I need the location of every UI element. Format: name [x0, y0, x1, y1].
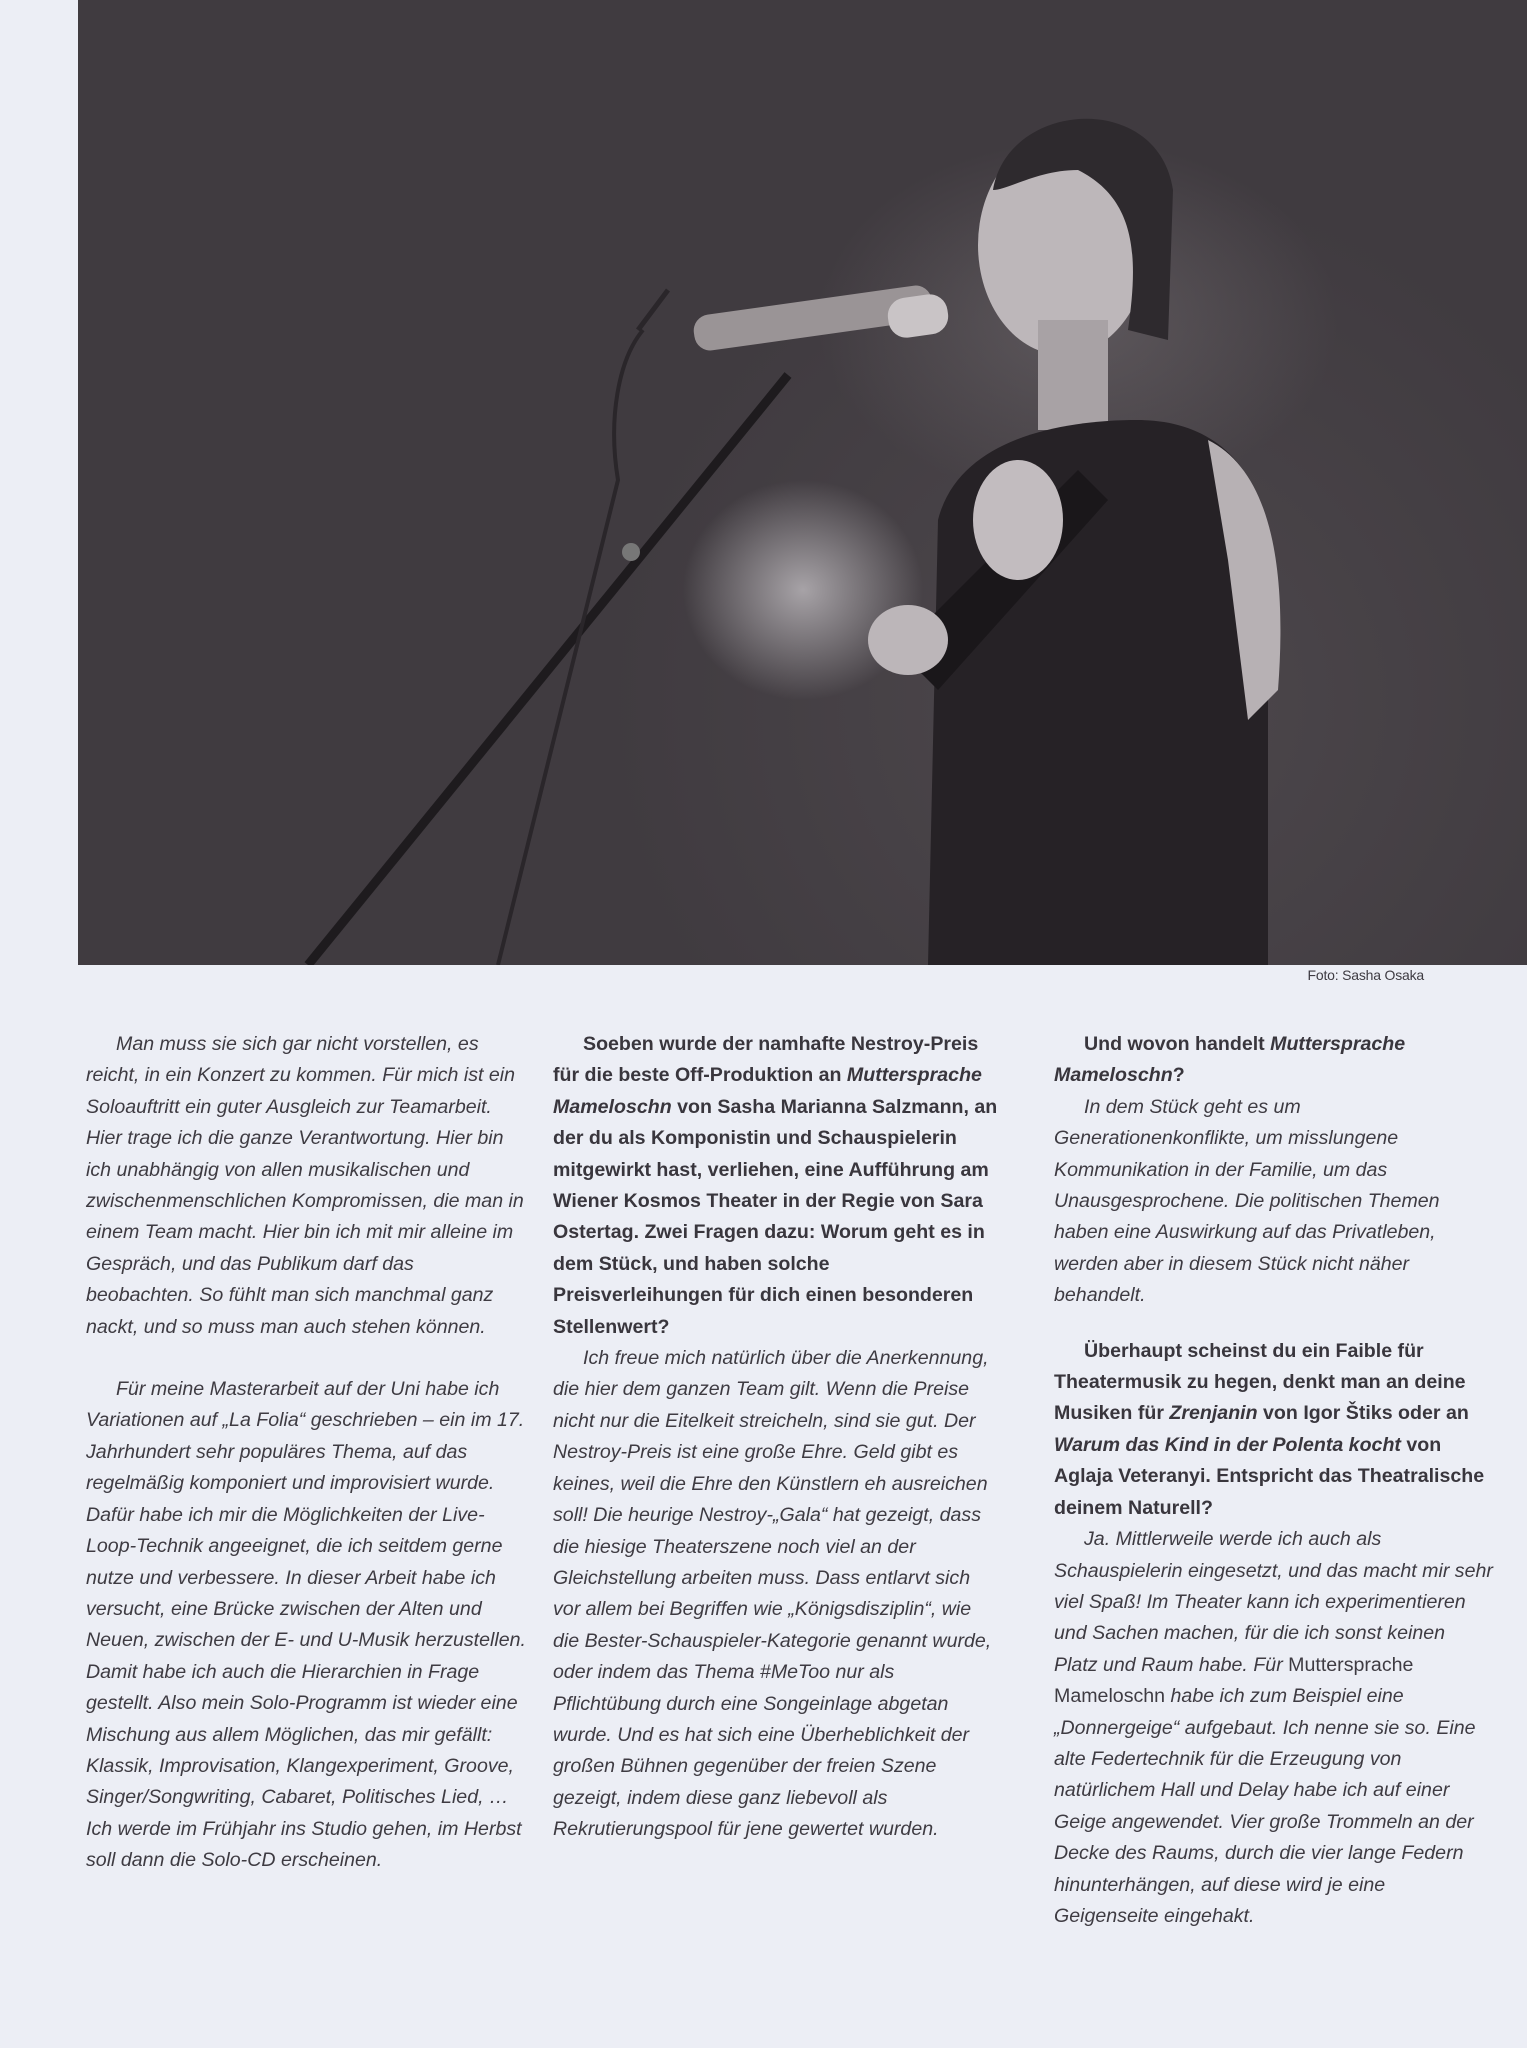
concert-photo [78, 0, 1527, 965]
answer-paragraph: Für meine Masterarbeit auf der Uni habe ich Variationen auf „La Folia“ geschrieben – ein im 17. Jahrhundert sehr populäres Thema, auf das regelmäßig komponiert und improvisiert wurde. Dafür habe ich mir die Möglichkeiten der Live-Loop-Technik angeeignet, die ich seitdem gerne nutze und verbessere. In dieser Arbeit habe ich versucht, eine Brücke zwischen der Alten und Neuen, zwischen der E- und U-Musik herzustellen. Damit habe ich auch die Hierarchien in Frage gestellt. Also mein Solo-Programm ist wieder eine Mischung aus allem Möglichen, das mir gefällt: Klassik, Improvisation, Klangexperiment, Groove, Singer/Songwriting, Cabaret, Politisches Lied, … Ich werde im Frühjahr ins Studio gehen, im Herbst soll dann die Solo-CD erscheinen. [86, 1378, 526, 1872]
column-3 [1054, 1029, 1494, 1932]
column-1 [86, 1029, 526, 1877]
play-title: Warum das Kind in der Polenta kocht [1054, 1433, 1401, 1456]
answer-paragraph: Ja. Mittlerweile werde ich auch als Schauspielerin eingesetzt, und das macht mir sehr viel Spaß! Im Theater kann ich experimentieren und Sachen machen, für die ich sonst keinen Platz und Raum habe. Für Muttersprache Mameloschn habe ich zum Beispiel eine „Donnergeige“ aufgebaut. Ich nenne sie so. Eine alte Federtechnik für die Erzeugung von natürlichem Hall und Delay habe ich auf einer Geige angewendet. Vier große Trommeln an der Decke des Raums, durch die vier lange Federn hinunterhängen, auf diese wird je eine Geigenseite eingehakt. [1054, 1528, 1493, 1927]
singer-illustration [78, 0, 1527, 965]
play-title: Muttersprache Mameloschn [1054, 1033, 1406, 1087]
answer-paragraph: Man muss sie sich gar nicht vorstellen, es reicht, in ein Konzert zu kommen. Für mich ist ein Soloauftritt ein guter Ausgleich zur Teamarbeit. Hier trage ich die ganze Verantwortung. Hier bin ich unabhängig von allen musikalischen und zwischenmenschlichen Kompromissen, die man in einem Team macht. Hier bin ich mit mir alleine im Gespräch, und das Publikum darf das beobachten. So fühlt man sich manchmal ganz nackt, und so muss man auch stehen können. [86, 1033, 524, 1338]
photo-credit: Foto: Sasha Osaka [1307, 967, 1424, 983]
play-title: Muttersprache Mameloschn [553, 1064, 982, 1118]
play-title: Zrenjanin [1169, 1402, 1258, 1425]
column-2 [553, 1029, 998, 1846]
interview-question: Und wovon handelt Muttersprache Mameloschn? [1054, 1033, 1406, 1087]
answer-paragraph: Ich freue mich natürlich über die Anerkennung, die hier dem ganzen Team gilt. Wenn die Preise nicht nur die Eitelkeit streicheln, sind sie gut. Der Nestroy-Preis ist eine große Ehre. Geld gibt es keines, weil die Ehre den Künstlern eh ausreichen soll! Die heurige Nestroy-„Gala“ hat gezeigt, dass die hiesige Theaterszene noch viel an der Gleichstellung arbeiten muss. Dass entlarvt sich vor allem bei Begriffen wie „Königsdisziplin“, wie die Bester-Schauspieler-Kategorie genannt wurde, oder indem das Thema #MeToo nur als Pflichtübung durch eine Songeinlage abgetan wurde. Und es hat sich eine Überheblichkeit der großen Bühnen gegenüber der freien Szene gezeigt, indem diese ganz liebevoll als Rekrutierungspool für jene gewertet wurden. [553, 1347, 992, 1841]
interview-question: Soeben wurde der namhafte Nestroy-Preis für die beste Off-Produktion an Muttersprache Mameloschn von Sasha Marianna Salzmann, an der du als Komponistin und Schauspielerin mitgewirkt hast, verliehen, eine Aufführung am Wiener Kosmos Theater in der Regie von Sara Ostertag. Zwei Fragen dazu: Worum geht es in dem Stück, und haben solche Preisverleihungen für dich einen besonderen Stellenwert? [553, 1033, 998, 1338]
answer-paragraph: In dem Stück geht es um Generationenkonflikte, um misslungene Kommunikation in der Familie, um das Unausgesprochene. Die politischen Themen haben eine Auswirkung auf das Privatleben, werden aber in diesem Stück nicht näher behandelt. [1054, 1095, 1440, 1307]
play-title: Muttersprache Mameloschn [1054, 1653, 1414, 1708]
interview-question: Überhaupt scheinst du ein Faible für Theatermusik zu hegen, denkt man an deine Musiken für Zrenjanin von Igor Štiks oder an Warum das Kind in der Polenta kocht von Aglaja Veteranyi. Entspricht das Theatralische deinem Naturell? [1054, 1339, 1485, 1519]
